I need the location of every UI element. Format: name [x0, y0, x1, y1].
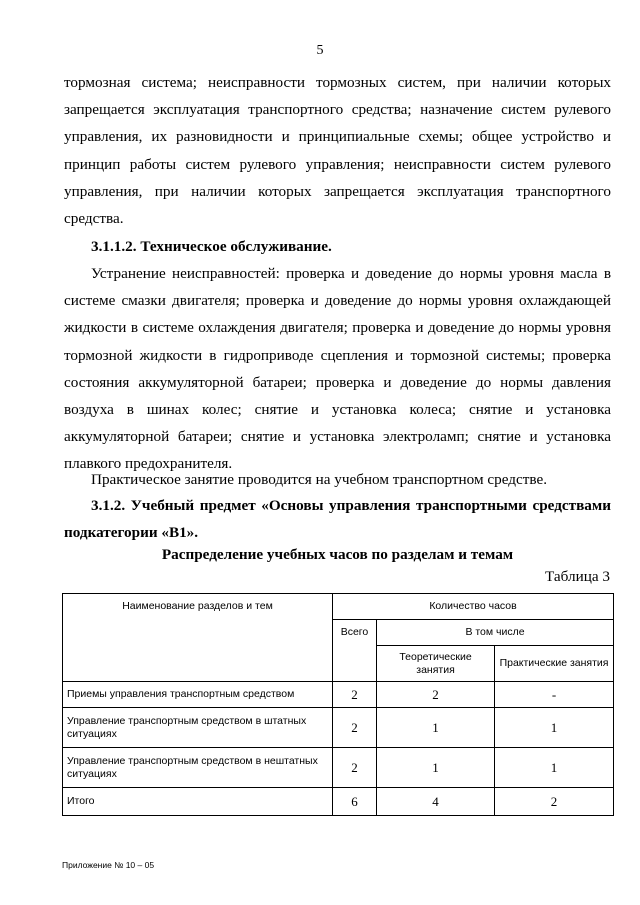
header-sections: Наименование разделов и тем	[63, 594, 333, 682]
header-including: В том числе	[377, 620, 614, 646]
row-name: Приемы управления транспортным средством	[63, 682, 333, 708]
row-total: 2	[333, 682, 377, 708]
row-name: Управление транспортным средством в нештатных ситуациях	[63, 748, 333, 788]
table-row	[63, 682, 614, 708]
paragraph-brakes-steering: тормозная система; неисправности тормозных систем, при наличии которых запрещается эксплуатация транспортного средства; назначение систем рулевого управления, их разновидности и принципиальные схемы; общее устройство и принцип работы систем рулевого управления; неисправности систем рулевого управления, при наличии которых запрещается эксплуатация транспортного средства.	[64, 74, 611, 228]
total-name: Итого	[63, 788, 333, 816]
footer-appendix: Приложение № 10 – 05	[62, 860, 155, 870]
header-theory: Теоретические занятия	[377, 646, 495, 682]
subject-heading: 3.1.2. Учебный предмет «Основы управления транспортными средствами подкатегории «В1».	[64, 497, 611, 542]
paragraph-practical-lesson: Практическое занятие проводится на учебном транспортном средстве.	[91, 471, 547, 488]
row-practice: -	[495, 682, 614, 708]
row-name: Управление транспортным средством в штатных ситуациях	[63, 708, 333, 748]
row-total: 2	[333, 708, 377, 748]
hours-table	[62, 593, 614, 816]
header-hours: Количество часов	[333, 594, 614, 620]
row-theory: 2	[377, 682, 495, 708]
row-theory: 1	[377, 748, 495, 788]
total-row	[63, 788, 614, 816]
distribution-title: Распределение учебных часов по разделам и темам	[161, 546, 514, 563]
section-heading-maintenance: 3.1.1.2. Техническое обслуживание.	[91, 238, 332, 255]
page-number: 5	[316, 43, 324, 58]
row-theory: 1	[377, 708, 495, 748]
header-total: Всего	[333, 620, 377, 682]
table-caption: Таблица 3	[545, 568, 610, 585]
table-row	[63, 708, 614, 748]
row-total: 2	[333, 748, 377, 788]
table-row	[63, 748, 614, 788]
total-practice: 2	[495, 788, 614, 816]
header-practice: Практические занятия	[495, 646, 614, 682]
row-practice: 1	[495, 708, 614, 748]
total-total: 6	[333, 788, 377, 816]
paragraph-maintenance: Устранение неисправностей: проверка и доведение до нормы уровня масла в системе смазки двигателя; проверка и доведение до нормы уровня охлаждающей жидкости в системе охлаждения двигателя; проверка и доведение до нормы уровня тормозной жидкости в гидроприводе сцепления и тормозной системы; проверка состояния аккумуляторной батареи; проверка и доведение до нормы давления воздуха в шинах колес; снятие и установка колеса; снятие и установка аккумуляторной батареи; снятие и установка электроламп; снятие и установка плавкого предохранителя.	[64, 265, 611, 473]
row-practice: 1	[495, 748, 614, 788]
total-theory: 4	[377, 788, 495, 816]
